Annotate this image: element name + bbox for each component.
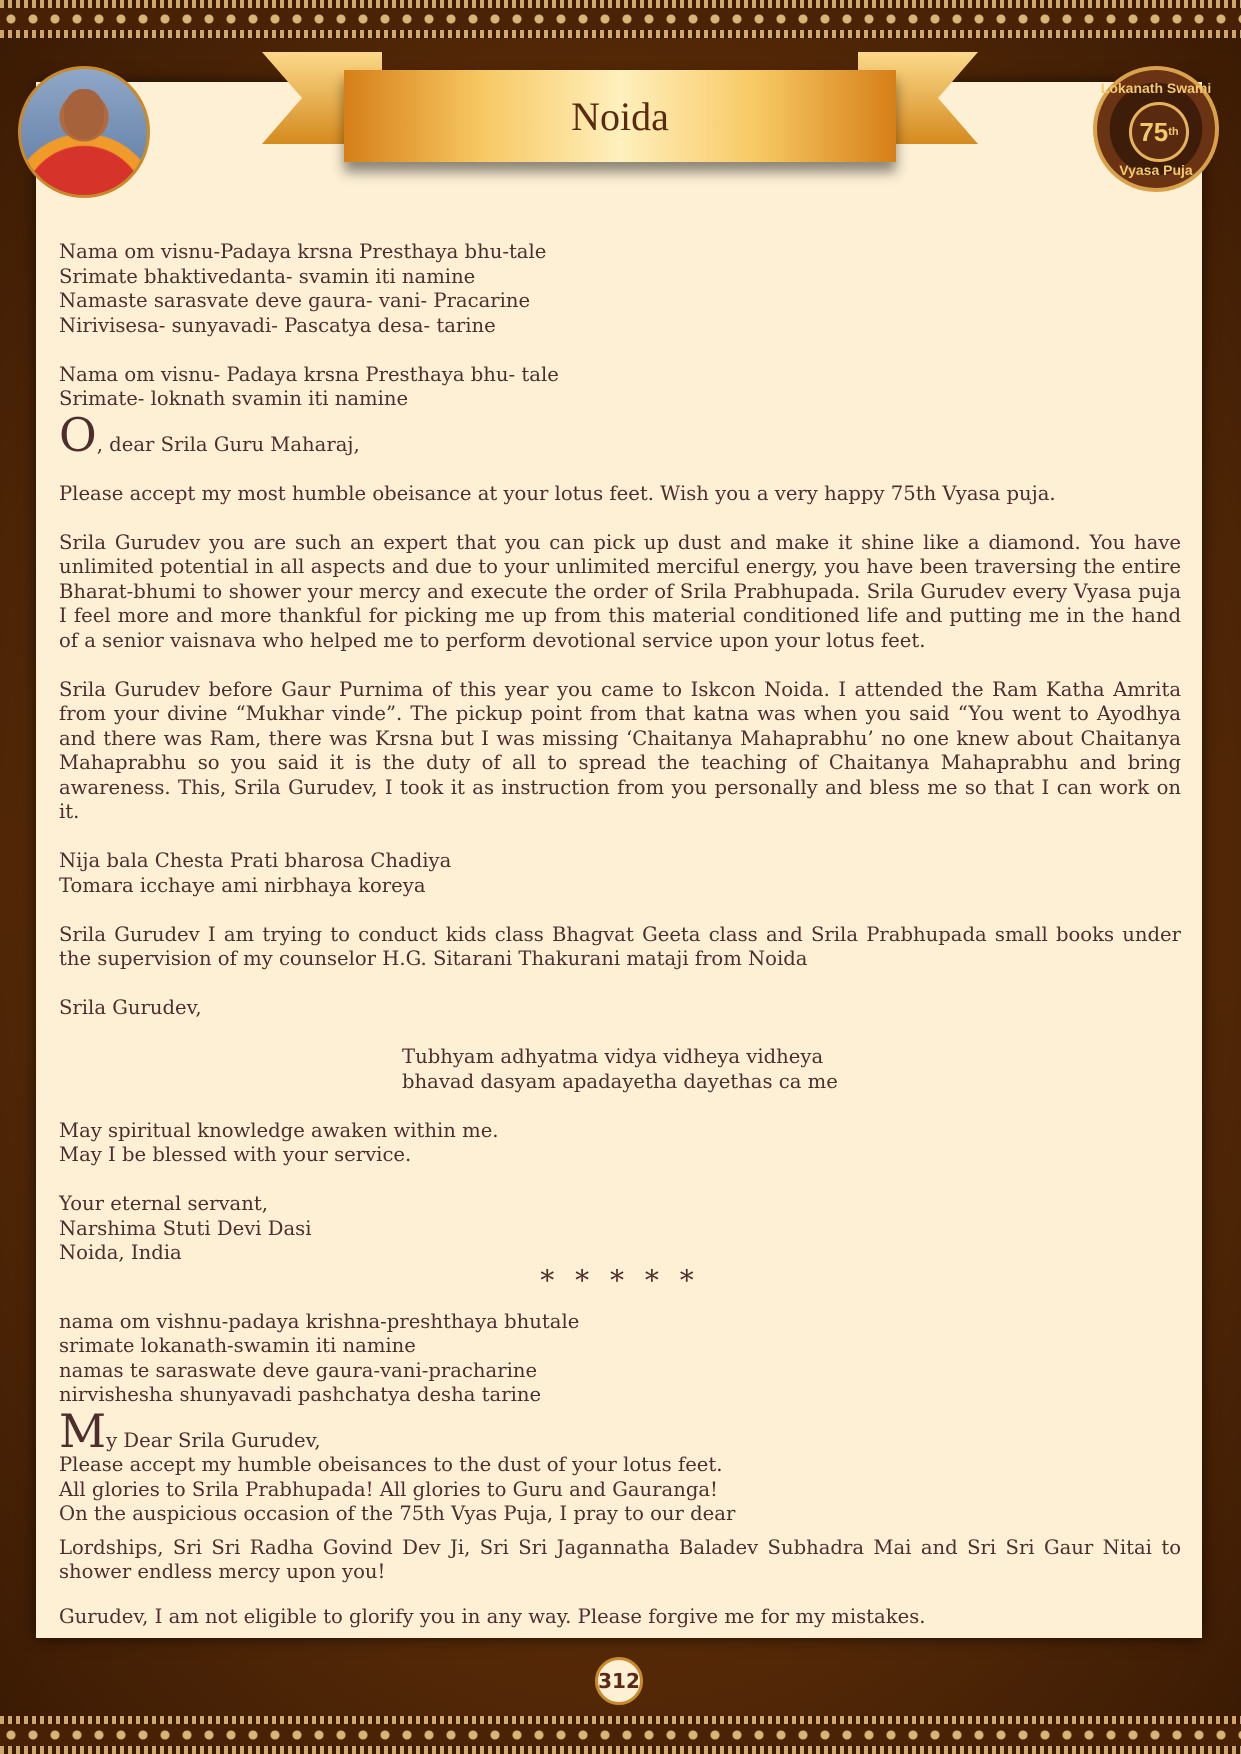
letter-line: On the auspicious occasion of the 75th Vyas Puja, I pray to our dear bbox=[59, 1502, 736, 1525]
guru-portrait-image bbox=[18, 66, 150, 198]
verse-line: Tubhyam adhyatma vidya vidheya vidheya bbox=[402, 1045, 824, 1068]
verse-line: Namaste sarasvate deve gaura- vani- Pracarine bbox=[59, 289, 531, 312]
ribbon-band bbox=[344, 70, 896, 162]
verse-line: Srimate bhaktivedanta- svamin iti namine bbox=[59, 264, 476, 288]
drop-cap: M bbox=[59, 1403, 107, 1458]
paragraph: Srila Gurudev I am trying to conduct kids class Bhagvat Geeta class and Srila Prabhupada small books under the supervision of my counselor H.G. Sitarani Thakurani mataji from Noida bbox=[59, 922, 1181, 970]
verse-line: Nama om visnu-Padaya krsna Presthaya bhu-tale bbox=[59, 240, 547, 263]
verse-line: srimate lokanath-swamin iti namine bbox=[59, 1334, 416, 1357]
verse-line: Srimate- loknath svamin iti namine bbox=[59, 387, 409, 410]
signature-line: Noida, India bbox=[59, 1241, 182, 1264]
top-decorative-border bbox=[0, 0, 1241, 38]
salutation: My Dear Srila Gurudev, bbox=[59, 1403, 321, 1458]
verse-line: Nija bala Chesta Prati bharosa Chadiya bbox=[59, 849, 452, 872]
page-title: Noida bbox=[571, 93, 669, 139]
paragraph: Srila Gurudev you are such an expert that you can pick up dust and make it shine like a diamond. You have unlimited potential in all aspects and due to your unlimited merciful energy, you have been traversing the entire Bharat-bhumi to shower your mercy and execute the order of Srila Prabhupada. Srila Gurudev every Vyasa puja I feel more and more thankful for picking me up from this material conditioned life and putting me in the hand of a senior vaisnava who helped me to perform devotional service upon your lotus feet. bbox=[59, 530, 1181, 652]
paragraph: Srila Gurudev, bbox=[59, 996, 202, 1019]
closing-line: May spiritual knowledge awaken within me. bbox=[59, 1118, 499, 1142]
verse-line: namas te saraswate deve gaura-vani-pracharine bbox=[59, 1358, 538, 1382]
seal-number: 75 th bbox=[1129, 102, 1189, 162]
title-ribbon bbox=[262, 52, 978, 162]
bottom-decorative-border bbox=[0, 1716, 1241, 1754]
paragraph: Srila Gurudev before Gaur Purnima of this year you came to Iskcon Noida. I attended the Ram Katha Amrita from your divine “Mukhar vinde”. The pickup point from that katna was when you said “You went to Ayodhya and there was Ram, there was Krsna but I was missing ‘Chaitanya Mahaprabhu’ no one knew about Chaitanya Mahaprabhu so you said it is the duty of all to spread the teaching of Chaitanya Mahaprabhu and bring awareness. This, Srila Gurudev, I took it as instruction from you personally and bless me so that I can work on it. bbox=[59, 677, 1181, 823]
signature-line: Narshima Stuti Devi Dasi bbox=[59, 1216, 312, 1240]
page-number: 312 bbox=[595, 1657, 643, 1705]
letter-line: Please accept my humble obeisances to the dust of your lotus feet. bbox=[59, 1453, 723, 1476]
verse-line: Tomara icchaye ami nirbhaya koreya bbox=[59, 873, 426, 897]
signature-line: Your eternal servant, bbox=[59, 1192, 268, 1215]
letter-line: All glories to Srila Prabhupada! All glories to Guru and Gauranga! bbox=[59, 1477, 718, 1501]
drop-cap: O bbox=[59, 407, 97, 462]
verse-line: nirvishesha shunyavadi pashchatya desha tarine bbox=[59, 1383, 542, 1406]
closing-line: May I be blessed with your service. bbox=[59, 1143, 412, 1166]
verse-line: bhavad dasyam apadayetha dayethas ca me bbox=[402, 1069, 838, 1093]
verse-line: Nirivisesa- sunyavadi- Pascatya desa- tarine bbox=[59, 313, 496, 337]
vyasa-puja-seal-logo bbox=[1093, 66, 1219, 192]
letter-content bbox=[59, 240, 1181, 1629]
salutation: O, dear Srila Guru Maharaj, bbox=[59, 407, 360, 462]
verse-line: Nama om visnu- Padaya krsna Presthaya bhu- tale bbox=[59, 362, 559, 386]
paragraph: Lordships, Sri Sri Radha Govind Dev Ji, Sri Sri Jagannatha Baladev Subhadra Mai and Sri Sri Gaur Nitai to shower endless mercy upon you! bbox=[59, 1535, 1181, 1583]
paragraph: Gurudev, I am not eligible to glorify you in any way. Please forgive me for my mistakes. bbox=[59, 1604, 926, 1628]
seal-top-text: Lokanath Swami bbox=[1100, 80, 1212, 96]
paragraph: Please accept my most humble obeisance at your lotus feet. Wish you a very happy 75th Vyasa puja. bbox=[59, 481, 1056, 505]
seal-bottom-text: Vyasa Puja bbox=[1119, 162, 1193, 178]
section-separator: * * * * * bbox=[540, 1263, 700, 1297]
verse-line: nama om vishnu-padaya krishna-preshthaya bhutale bbox=[59, 1309, 580, 1333]
